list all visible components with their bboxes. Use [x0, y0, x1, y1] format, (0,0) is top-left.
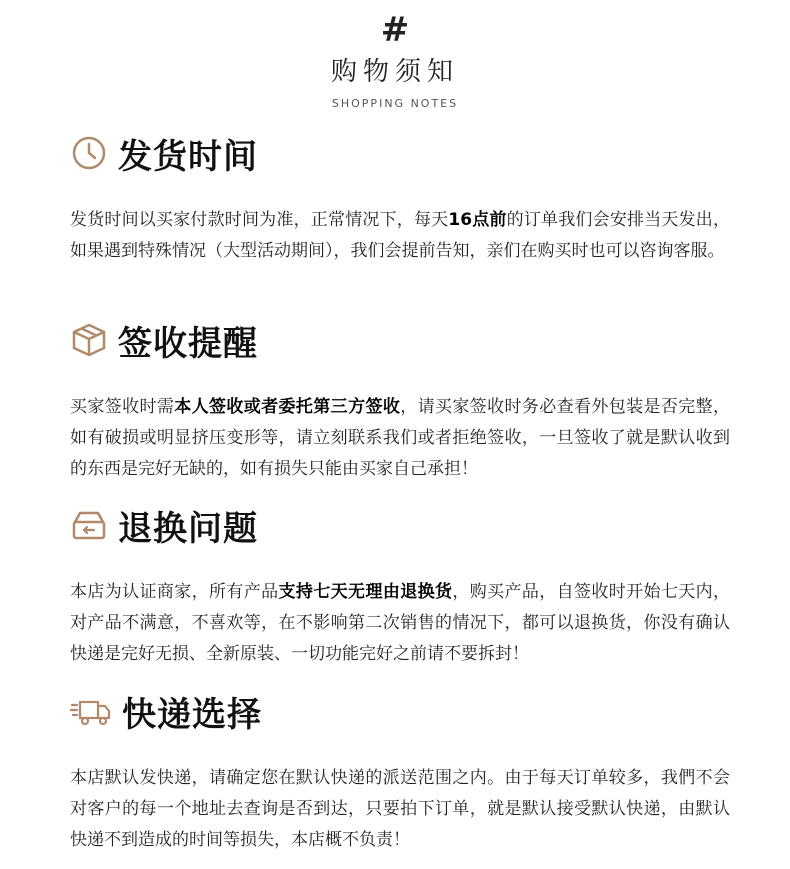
section-heading [70, 131, 730, 175]
section-shipping-time [70, 131, 730, 267]
section-title: 发货时间 [118, 136, 258, 177]
section-title: 签收提醒 [118, 323, 258, 364]
return-tray-icon [70, 506, 108, 544]
section-text: 本店默认发快递，请确定您在默认快递的派送范围之内。由于每天订单较多，我們不会对客户的每一个地址去查询是否到达，只要拍下订单，就是默认接受默认快递，由默认快递不到造成的时间等损失，本店概不负责！ [70, 768, 730, 850]
section-text: 发货时间以买家付款时间为准，正常情况下，每天16点前的订单我们会安排当天发出，如果遇到特殊情况（大型活动期间），我们会提前告知，亲们在购买时也可以咨询客服。 [70, 210, 731, 261]
delivery-truck-icon [70, 692, 112, 730]
highlight-text: 本人签收或者委托第三方签收 [174, 397, 401, 417]
section-title: 快递选择 [122, 694, 262, 735]
package-box-icon [70, 321, 108, 359]
hash-mark: # [380, 10, 410, 50]
section-text: 买家签收时需本人签收或者委托第三方签收，请买家签收时务必查看外包装是否完整，如有破损或明显挤压变形等，请立刻联系我们或者拒绝签收，一旦签收了就是默认收到的东西是完好无缺的，如有损失只能由买家自己承担！ [70, 397, 731, 479]
section-courier [70, 689, 730, 856]
page-header [0, 10, 790, 112]
section-returns [70, 503, 730, 670]
section-heading [70, 318, 730, 362]
section-heading [70, 689, 730, 733]
page-title: 购物须知 [330, 57, 459, 87]
clock-icon [70, 134, 108, 172]
highlight-text: 支持七天无理由退换货 [278, 582, 453, 602]
highlight-text: 16点前 [448, 210, 507, 230]
section-text: 本店为认证商家，所有产品支持七天无理由退换货，购买产品，自签收时开始七天内，对产品不满意，不喜欢等，在不影响第二次销售的情况下，都可以退换货，你没有确认快递是完好无损、全新原装、一切功能完好之前请不要拆封！ [70, 582, 731, 664]
section-delivery-receipt [70, 318, 730, 485]
page-subtitle: SHOPPING NOTES [331, 97, 459, 110]
section-title: 退换问题 [118, 508, 258, 549]
section-heading [70, 503, 730, 547]
